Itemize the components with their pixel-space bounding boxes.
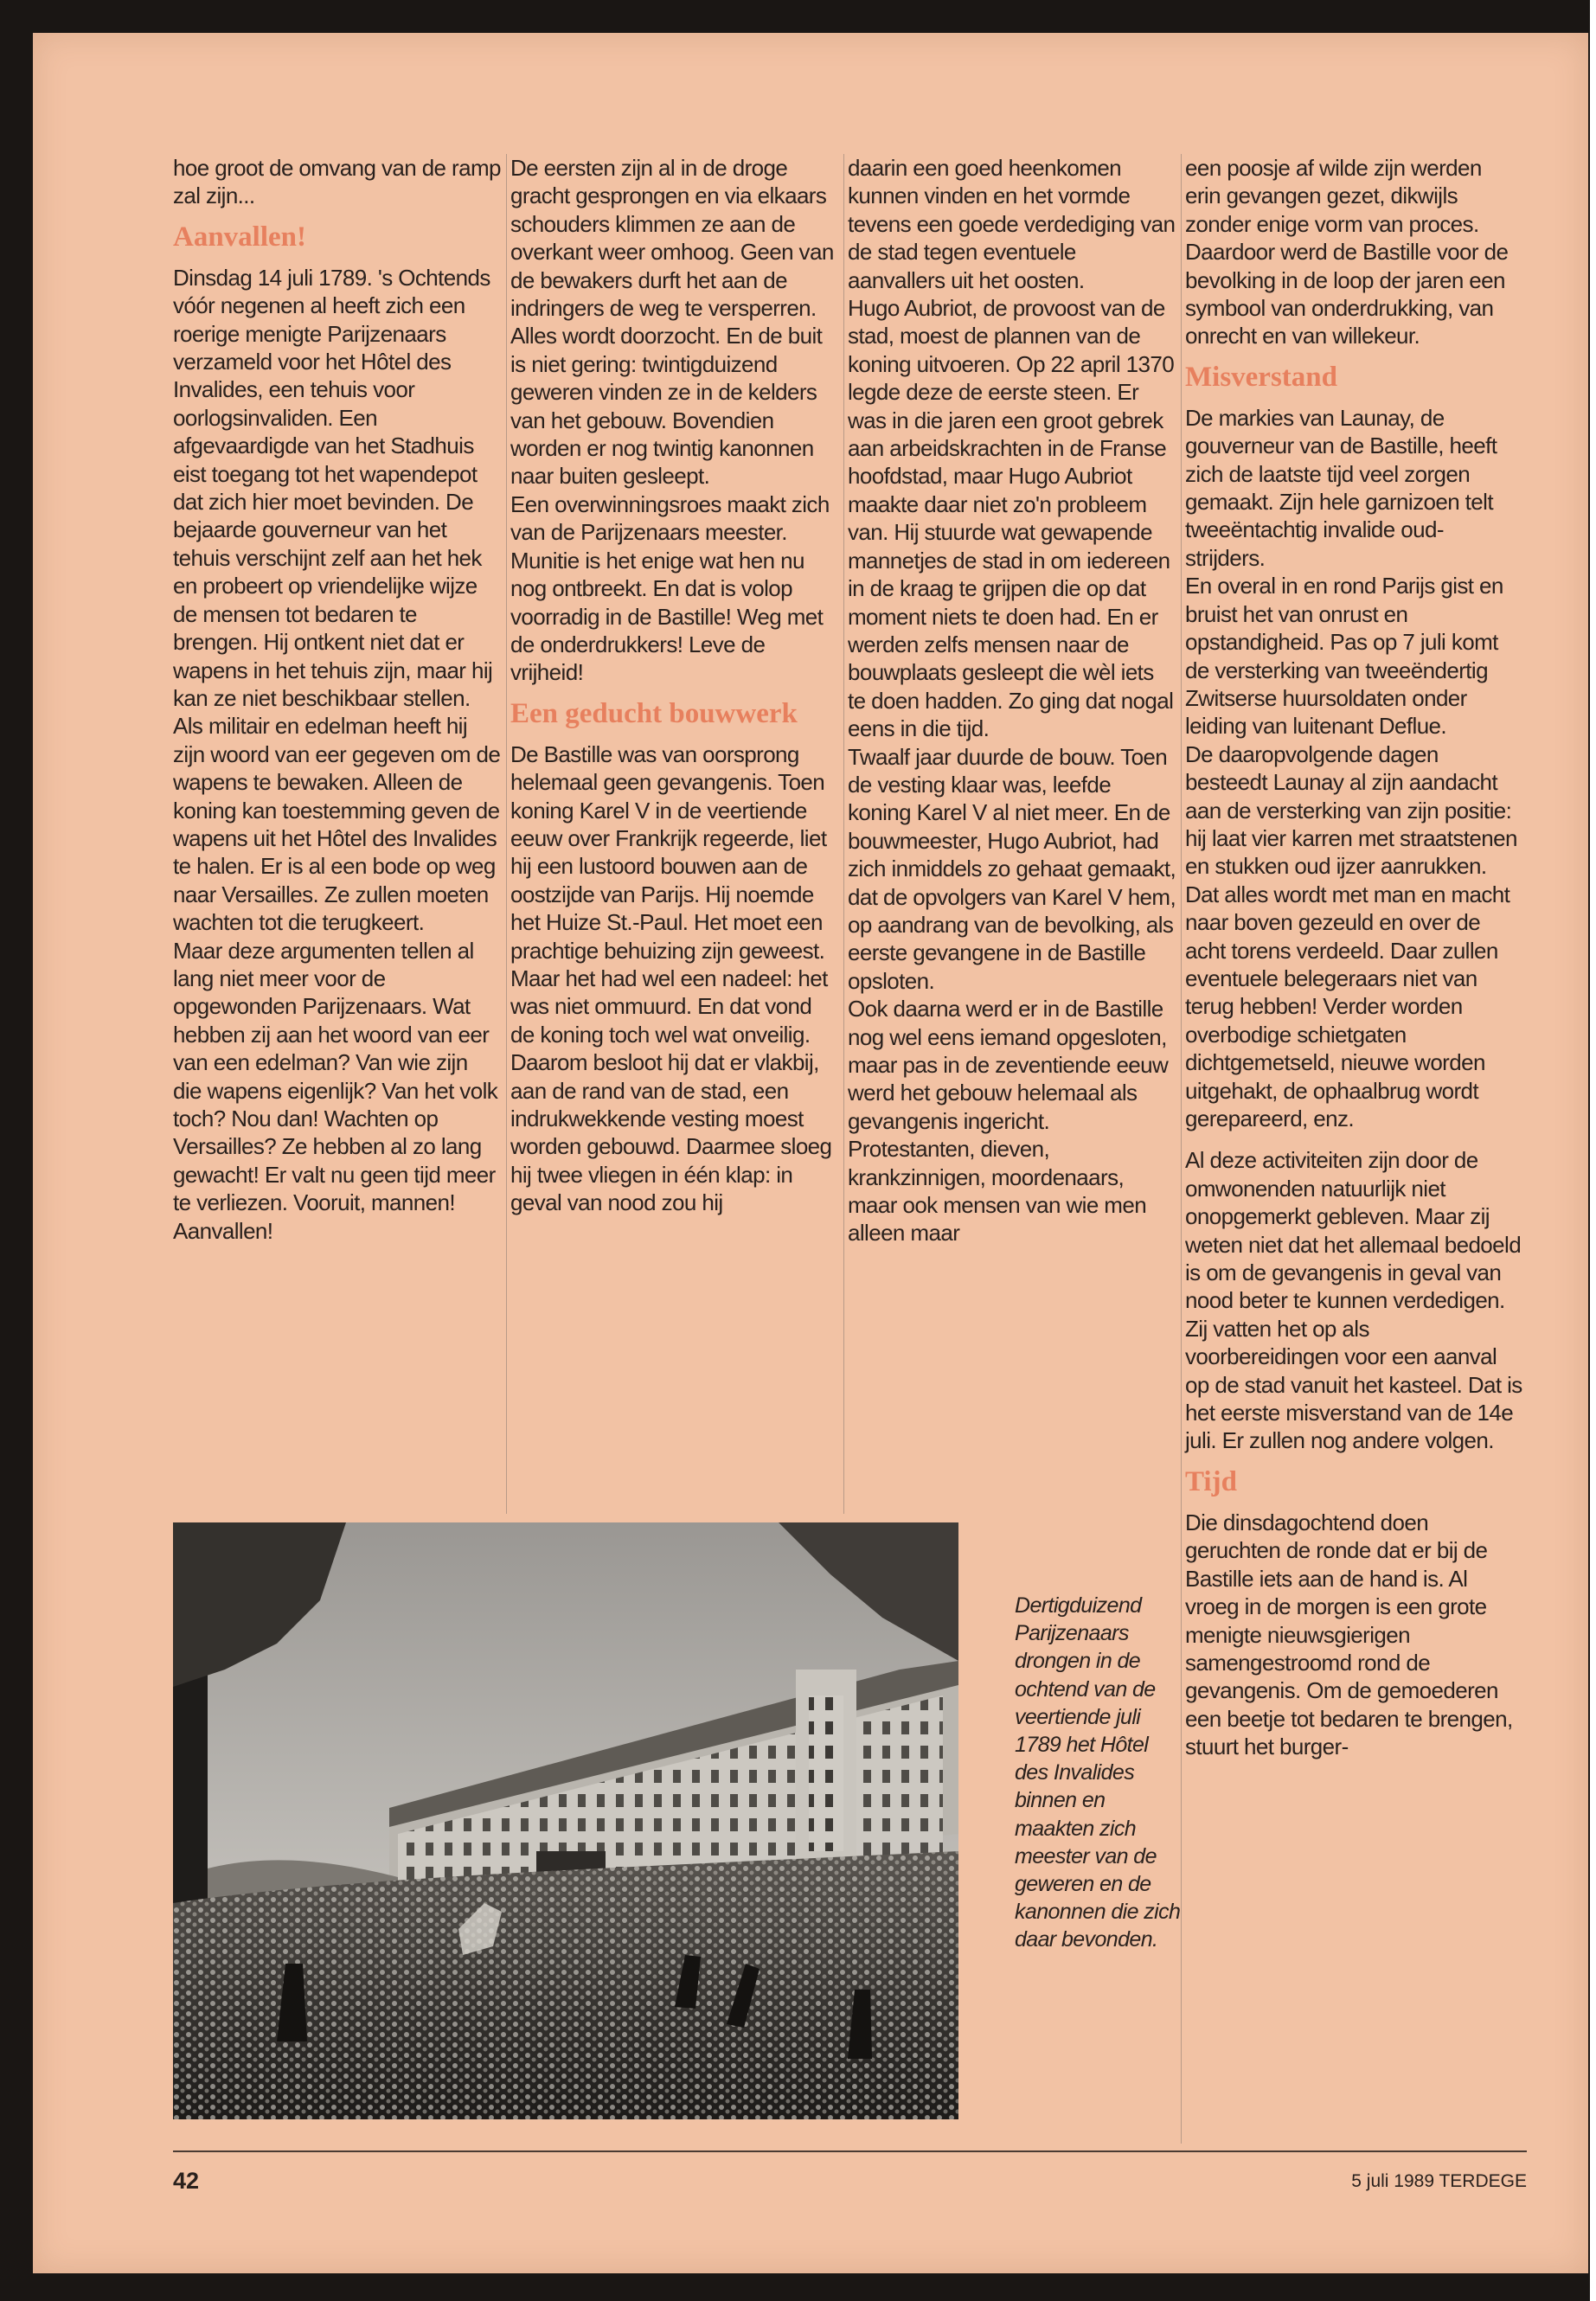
column-4 xyxy=(1185,154,1522,1761)
photo-caption: Dertigduizend Parijzenaars drongen in de ochtend van de veertiende juli 1789 het Hôtel des Invalides binnen en maakten zich meester van de geweren en de kanonnen die zich daar bevonden. xyxy=(1015,1593,1181,1952)
paragraph: daarin een goed heenkomen kunnen vinden en het vormde tevens een goede verdediging van de stad tegen eventuele aanvallers uit het oosten. xyxy=(848,155,1176,293)
paragraph: Die dinsdagochtend doen geruchten de ronde dat er bij de Bastille iets aan de hand is. Al vroeg in de morgen is een grote menigte nieuwsgierigen samengestroomd rond de gevangenis. Om de gemoederen een beetje tot bedaren te brengen, stuurt het burger- xyxy=(1185,1509,1513,1760)
footer-rule xyxy=(173,2150,1527,2152)
column-1 xyxy=(173,154,502,1245)
section-heading-geducht-bouwwerk: Een geducht bouwwerk xyxy=(510,697,798,729)
paragraph: Dinsdag 14 juli 1789. 's Ochtends vóór negenen al heeft zich een roerige menigte Parijzenaars verzameld voor het Hôtel des Invalides, een tehuis voor oorlogsinvaliden. Een afgevaardigde van het Stadhuis eist toegang tot het wapendepot dat zich hier moet bevinden. De bejaarde gouverneur van het tehuis verschijnt zelf aan het hek en probeert op vriendelijke wijze de mensen tot bedaren te brengen. Hij ontkent niet dat er wapens in het tehuis zijn, maar hij kan ze niet beschikbaar stellen. Als militair en edelman heeft hij zijn woord van eer gegeven om de wapens te bewaken. Alleen de koning kan toestemming geven de wapens uit het Hôtel des Invalides te halen. Er is al een bode op weg naar Versailles. Ze zullen moeten wachten tot die terugkeert. xyxy=(173,264,501,936)
engraving-illustration xyxy=(173,1522,958,2119)
paragraph: De Bastille was van oorsprong helemaal geen gevangenis. Toen koning Karel V in de veertiende eeuw over Frankrijk regeerde, liet hij een lustoord bouwen aan de oostzijde van Parijs. Hij noemde het Huize St.-Paul. Het moet een prachtige behuizing zijn geweest. Maar het had wel een nadeel: het was niet ommuurd. En dat vond de koning toch wel wat onveilig. Daarom besloot hij dat er vlakbij, aan de rand van de stad, een indrukwekkende vesting moest worden gebouwd. Daarmee sloeg hij twee vliegen in één klap: in geval van nood zou hij xyxy=(510,740,832,1216)
paragraph: Al deze activiteiten zijn door de omwonenden natuurlijk niet onopgemerkt gebleven. Maar zij weten niet dat het allemaal bedoeld is om de gevangenis in geval van nood beter te kunnen verdedigen. Zij vatten het op als voorbereidingen voor een aanval op de stad vanuit het kasteel. Dat is het eerste misverstand van de 14e juli. Er zullen nog andere volgen. xyxy=(1185,1147,1522,1454)
paragraph: Maar deze argumenten tellen al lang niet meer voor de opgewonden Parijzenaars. Wat hebben zij aan het woord van eer van een edelman? Van wie zijn die wapens eigenlijk? Van het volk toch? Nou dan! Wachten op Versailles? Ze hebben al zo lang gewacht! Er valt nu geen tijd meer te verliezen. Vooruit, mannen! Aanvallen! xyxy=(173,937,498,1244)
section-heading-aanvallen: Aanvallen! xyxy=(173,221,307,253)
paragraph: En overal in en rond Parijs gist en bruist het van onrust en opstandigheid. Pas op 7 juli komt de versterking van tweeëndertig Zwitserse huursoldaten onder leiding van luitenant Deflue. xyxy=(1185,573,1503,740)
paragraph: Ook daarna werd er in de Bastille nog wel eens iemand opgesloten, maar pas in de zeventiende eeuw werd het gebouw helemaal als gevangenis ingericht. Protestanten, dieven, krankzinnigen, moordenaars, maar ook mensen van wie men alleen maar xyxy=(848,996,1169,1247)
column-rule xyxy=(843,154,844,1514)
issue-date: 5 juli 1989 TERDEGE xyxy=(1351,2171,1527,2191)
column-3 xyxy=(848,154,1176,1247)
section-heading-misverstand: Misverstand xyxy=(1185,361,1337,393)
paragraph: De daaropvolgende dagen besteedt Launay al zijn aandacht aan de versterking van zijn positie: hij laat vier karren met straatstenen en stukken oud ijzer aanrukken. Dat alles wordt met man en macht naar boven gezeuld en over de acht torens verdeeld. Daar zullen eventuele belegeraars niet van terug hebben! Verder worden overbodige schietgaten dichtgemetseld, nieuwe worden uitgehakt, de ophaalbrug wordt gerepareerd, enz. xyxy=(1185,740,1517,1131)
paragraph: Hugo Aubriot, de provoost van de stad, moest de plannen van de koning uitvoeren. Op 22 april 1370 legde deze de eerste steen. Er was in die jaren een groot gebrek aan arbeidskrachten in de Franse hoofdstad, maar Hugo Aubriot maakte daar niet zo'n probleem van. Hij stuurde wat gewapende mannetjes de stad in om iedereen in de kraag te grijpen die op dat moment niets te doen had. En er werden zelfs mensen naar de bouwplaats gesleept die wèl iets te doen hadden. Zo ging dat nogal eens in die tijd. xyxy=(848,295,1175,742)
paragraph: De markies van Launay, de gouverneur van de Bastille, heeft zich de laatste tijd veel zorgen gemaakt. Zijn hele garnizoen telt tweeëntachtig invalide oud-strijders. xyxy=(1185,404,1497,571)
column-2 xyxy=(510,154,839,1217)
paragraph: Twaalf jaar duurde de bouw. Toen de vesting klaar was, leefde koning Karel V al niet meer. En de bouwmeester, Hugo Aubriot, had zich inmiddels zo gehaat gemaakt, dat de opvolgers van Karel V hem, op aandrang van de bevolking, als eerste gevangene in de Bastille opsloten. xyxy=(848,743,1176,994)
paragraph: een poosje af wilde zijn werden erin gevangen gezet, dikwijls zonder enige vorm van proces. Daardoor werd de Bastille voor de bevolking in de loop der jaren een symbool van onderdrukking, van onrecht en van willekeur. xyxy=(1185,155,1509,349)
scan-edge xyxy=(1590,0,1596,2301)
paragraph: De eersten zijn al in de droge gracht gesprongen en via elkaars schouders klimmen ze aan de overkant weer omhoog. Geen van de bewakers durft het aan de indringers de weg te versperren. Alles wordt doorzocht. En de buit is niet gering: twintigduizend geweren vinden ze in de kelders van het gebouw. Bovendien worden er nog twintig kanonnen naar buiten gesleept. xyxy=(510,155,834,490)
section-heading-tijd: Tijd xyxy=(1185,1465,1237,1497)
historical-engraving-photo xyxy=(173,1522,958,2119)
paragraph: Een overwinningsroes maakt zich van de Parijzenaars meester. Munitie is het enige wat hen nu nog ontbreekt. En dat is volop voorradig in de Bastille! Weg met de onderdrukkers! Leve de vrijheid! xyxy=(510,490,830,686)
paragraph: hoe groot de omvang van de ramp zal zijn... xyxy=(173,155,501,209)
column-rule xyxy=(506,154,507,1514)
page-number: 42 xyxy=(173,2168,200,2194)
magazine-page xyxy=(33,33,1588,2273)
